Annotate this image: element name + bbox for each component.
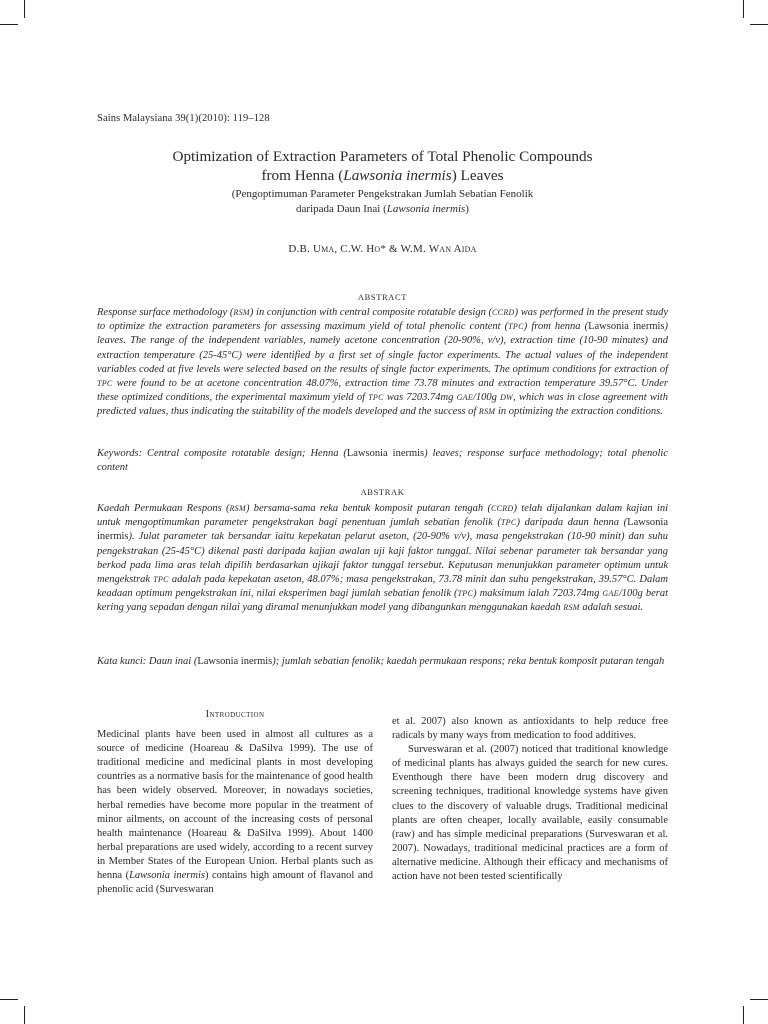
paper-title <box>97 147 668 185</box>
crop-mark-bottom-right <box>743 1006 744 1024</box>
intro-paragraph-1-cont: et al. 2007) also known as antioxidants to help reduce free radicals by many ways from medication to food additives. <box>392 716 668 742</box>
abstrak-heading: ABSTRAK <box>360 487 405 497</box>
paper-subtitle <box>97 187 668 217</box>
abstrak-text: Kaedah Permukaan Respons (RSM) bersama-sama reka bentuk komposit putaran tengah (CCRD) telah dijalankan dalam kajian ini untuk mengoptimumkan parameter pengekstrakan bagi penentuan jumlah sebatian fenolik (TPC) daripada daun henna (Lawsonia inermis). Julat parameter tak bersandar iaitu kepekatan pelarut aseton, (20-90% v/v), masa pengekstrakan (10-90 minit) dan suhu pengekstrakan (25-45°C) dikenal pasti daripada kajian awalan uji kaji faktor tunggal. Nilai sebenar parameter tak bersandar yang berkod pada lima aras telah dipilih berdasarkan ujikaji faktor tunggal tersebut. Keputusan menunjukkan parameter optimum untuk mengekstrak TPC adalah pada kepekatan aseton, 48.07%; masa pengekstrakan, 73.78 minit dan suhu pengekstrakan, 39.57°C. Dalam keadaan optimum pengekstrakan ini, nilai eksperimen bagi jumlah sebatian fenolik (TPC) maksimum ialah 7203.74mg GAE/100g berat kering yang sepadan dengan nilai yang diramal menunjukkan model yang dibangunkan menggunakan kaedah RSM adalah sesuai. <box>97 503 669 614</box>
title-line-1: Optimization of Extraction Parameters of Total Phenolic Compounds <box>172 148 593 165</box>
crop-mark-top-left <box>24 0 25 18</box>
keywords: Keywords: Central composite rotatable design; Henna (Lawsonia inermis) leaves; response surface methodology; total phenolic content <box>97 448 668 474</box>
abstract-heading: ABSTRACT <box>357 292 408 302</box>
subtitle-line-1: (Pengoptimuman Parameter Pengekstrakan Jumlah Sebatian Fenolik <box>231 188 534 200</box>
crop-mark-left-bottom <box>0 999 18 1000</box>
subtitle-line-2-pre: daripada Daun Inai ( <box>296 203 387 215</box>
intro-paragraph-1: Medicinal plants have been used in almost all cultures as a source of medicine (Hoareau & DaSilva 1999). The use of traditional medicine and medicinal plants in most developing countries as a normative basis for the maintenance of good health has been widely observed. Moreover, in nowadays societies, herbal remedies have become more popular in the treatment of minor ailments, on account of the increasing costs of personal health maintenance (Hoareau & DaSilva 1999). About 1400 herbal preparations are used widely, according to a recent survey in Member States of the European Union. Herbal plants such as henna (Lawsonia inermis) contains high amount of flavanol and phenolic acid (Surveswaran <box>97 729 373 896</box>
title-species: Lawsonia inermis <box>343 167 452 184</box>
intro-paragraph-2: Surveswaran et al. (2007) noticed that traditional knowledge of medicinal plants has always guided the search for new cures. Eventhough there have been modern drug discovery and screening techniques, traditional knowledge systems have given clues to the discovery of valuable drugs. Traditional medicinal plants are often cheaper, locally available, easily consumable (raw) and has simple medicinal preparations (Surveswaran et al. 2007). Nowadays, traditional medicinal practices are a form of alternative medicine. Although their efficacy and mechanisms of action have not been tested scientifically <box>392 744 668 883</box>
left-column <box>97 708 373 897</box>
crop-mark-right-top <box>750 24 768 25</box>
abstract-text: Response surface methodology (RSM) in conjunction with central composite rotatable design (CCRD) was performed in the present study to optimize the extraction parameters for assessing maximum yield of total phenolic content (TPC) from henna (Lawsonia inermis) leaves. The range of the independent variables, namely acetone concentration (20-90%, v/v), extraction time (10-90 minutes) and extraction temperature (25-45°C) were identified by a first set of single factor experiments. The actual values of the independent variables coded at five levels were selected based on the results of single factor experiments. The optimum conditions for extraction of TPC were found to be at acetone concentration 48.07%, extraction time 73.78 minutes and extraction temperature 39.57°C. Under these optimized conditions, the experimental maximum yield of TPC was 7203.74mg GAE/100g DW, which was in close agreement with predicted values, thus indicating the suitability of the models developed and the success of RSM in optimizing the extraction conditions. <box>97 307 668 418</box>
introduction-heading: Introduction <box>205 709 265 720</box>
title-line-2-pre: from Henna ( <box>261 167 344 184</box>
title-line-2-post: ) Leaves <box>451 167 504 184</box>
journal-reference: Sains Malaysiana 39(1)(2010): 119–128 <box>97 113 270 124</box>
title-block <box>97 147 668 217</box>
subtitle-line-2-post: ) <box>465 203 469 215</box>
kata-kunci: Kata kunci: Daun inai (Lawsonia inermis); jumlah sebatian fenolik; kaedah permukaan respons; reka bentuk komposit putaran tengah <box>97 656 665 667</box>
crop-mark-left-top <box>0 24 18 25</box>
crop-mark-top-right <box>743 0 744 18</box>
crop-mark-bottom-left <box>24 1006 25 1024</box>
crop-mark-right-bottom <box>750 999 768 1000</box>
right-column <box>392 715 668 884</box>
subtitle-species: Lawsonia inermis <box>386 203 466 215</box>
author-list: D.B. Uma, C.W. Ho* & W.M. Wan Aida <box>288 243 477 255</box>
